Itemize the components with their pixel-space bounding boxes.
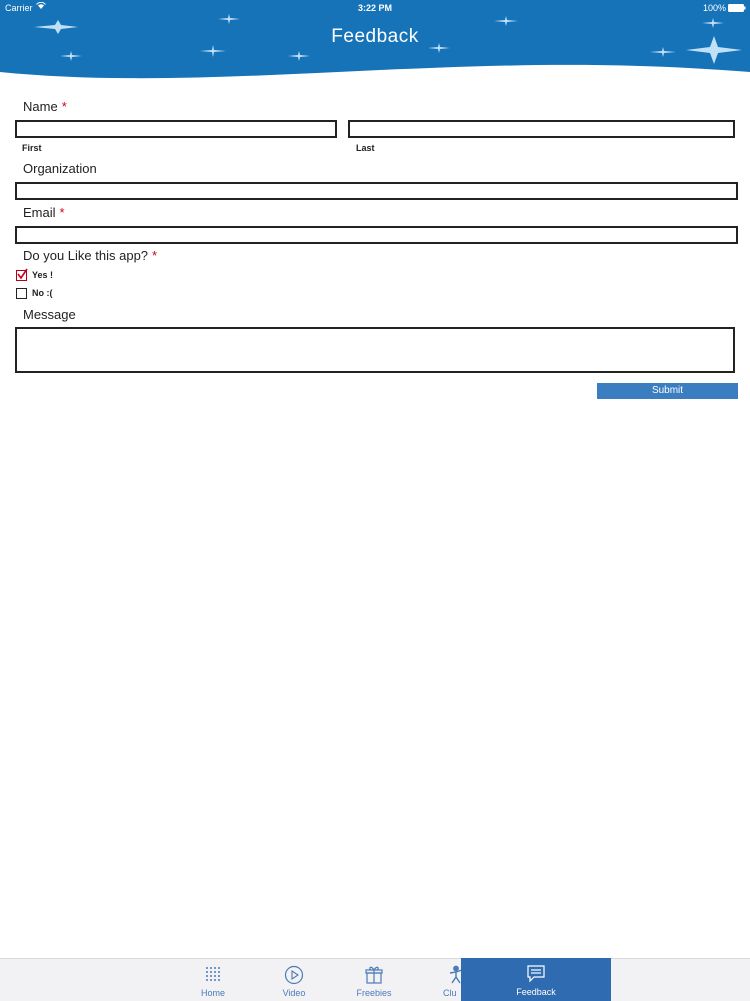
organization-input[interactable] — [15, 182, 738, 200]
question-label-text: Do you Like this app? — [23, 248, 149, 263]
no-checkbox[interactable] — [16, 288, 27, 299]
tab-freebies[interactable] — [344, 959, 404, 1001]
email-label — [23, 205, 65, 220]
checkmark-icon — [16, 268, 28, 280]
yes-option-label[interactable]: Yes ! — [32, 270, 54, 280]
name-label — [23, 99, 67, 114]
tab-video-label: Video — [282, 988, 306, 998]
yes-checkbox[interactable] — [16, 270, 27, 281]
status-time: 3:22 PM — [357, 3, 392, 13]
email-input[interactable] — [15, 226, 738, 244]
carrier-text: Carrier — [5, 3, 33, 13]
header-banner — [0, 0, 750, 90]
required-mark: * — [152, 248, 158, 263]
chat-icon — [526, 964, 546, 984]
tab-feedback[interactable] — [461, 958, 611, 1001]
last-name-input[interactable] — [348, 120, 735, 138]
message-textarea[interactable] — [15, 327, 735, 373]
submit-button[interactable]: Submit — [597, 383, 738, 399]
battery-icon — [728, 4, 746, 12]
required-mark: * — [59, 205, 65, 220]
battery-percent: 100% — [702, 3, 726, 13]
grid-dots-icon — [204, 965, 222, 983]
tab-bar — [0, 958, 750, 1001]
first-sublabel: First — [22, 143, 42, 153]
tab-freebies-label: Freebies — [356, 988, 392, 998]
name-label-text: Name — [23, 99, 58, 114]
tab-clubs-label: Clu — [443, 988, 457, 998]
organization-label: Organization — [23, 161, 97, 176]
last-sublabel: Last — [356, 143, 375, 153]
message-label: Message — [23, 307, 76, 322]
page-title: Feedback — [331, 26, 419, 47]
email-label-text: Email — [23, 205, 56, 220]
required-mark: * — [61, 99, 67, 114]
question-label — [23, 248, 157, 263]
no-option-label[interactable]: No :( — [32, 288, 53, 298]
tab-home-label: Home — [200, 988, 225, 998]
play-circle-icon — [284, 965, 304, 985]
tab-home[interactable] — [183, 959, 243, 1001]
tab-video[interactable] — [264, 959, 324, 1001]
tab-feedback-label: Feedback — [516, 987, 556, 997]
gift-icon — [364, 965, 384, 985]
first-name-input[interactable] — [15, 120, 337, 138]
status-bar — [0, 0, 750, 16]
